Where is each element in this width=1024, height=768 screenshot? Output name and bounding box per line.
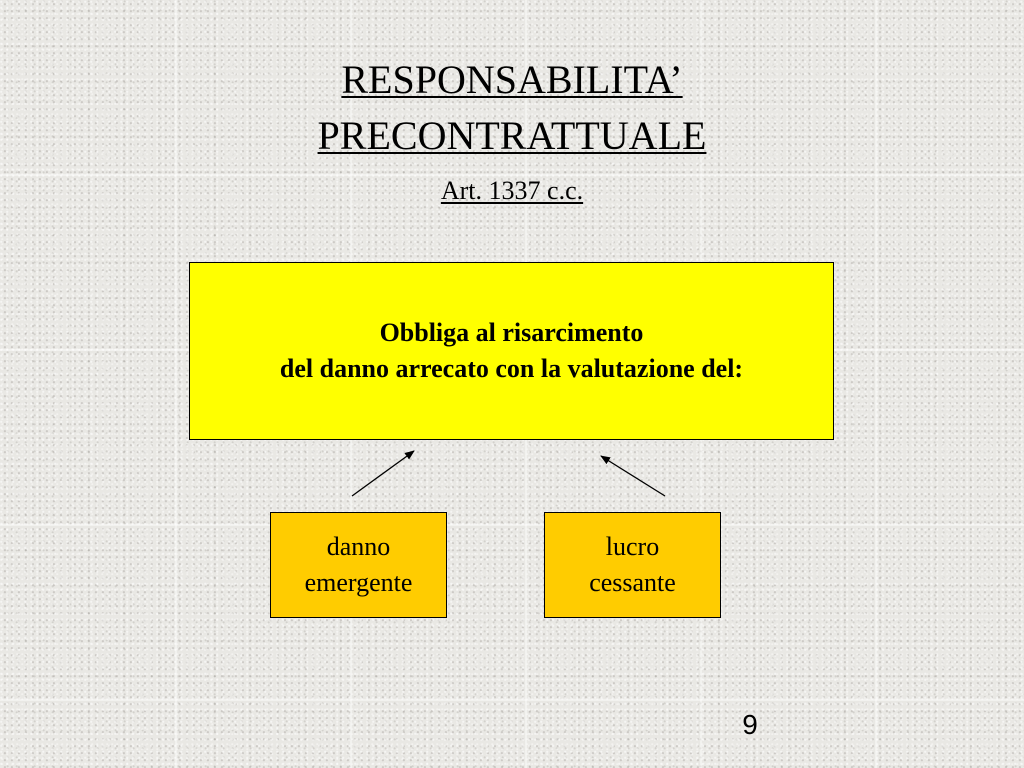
arrow-right <box>601 456 665 496</box>
box-lucro-cessante-line-2: cessante <box>589 568 676 597</box>
box-danno-emergente <box>270 512 447 618</box>
box-lucro-cessante-line-1: lucro <box>605 532 660 561</box>
box-danno-emergente-line-1: danno <box>326 532 391 561</box>
slide-title-line-1: RESPONSABILITA’ <box>341 57 683 102</box>
main-box <box>189 262 834 440</box>
box-danno-emergente-line-2: emergente <box>304 568 413 597</box>
arrow-left <box>352 451 414 496</box>
main-box-line-1: Obbliga al risarcimento <box>379 318 644 347</box>
slide-subtitle: Art. 1337 c.c. <box>440 176 584 205</box>
page-number: 9 <box>742 709 758 740</box>
slide-title-line-2: PRECONTRATTUALE <box>317 113 707 158</box>
main-box-line-2: del danno arrecato con la valutazione del: <box>279 354 744 383</box>
box-lucro-cessante <box>544 512 721 618</box>
